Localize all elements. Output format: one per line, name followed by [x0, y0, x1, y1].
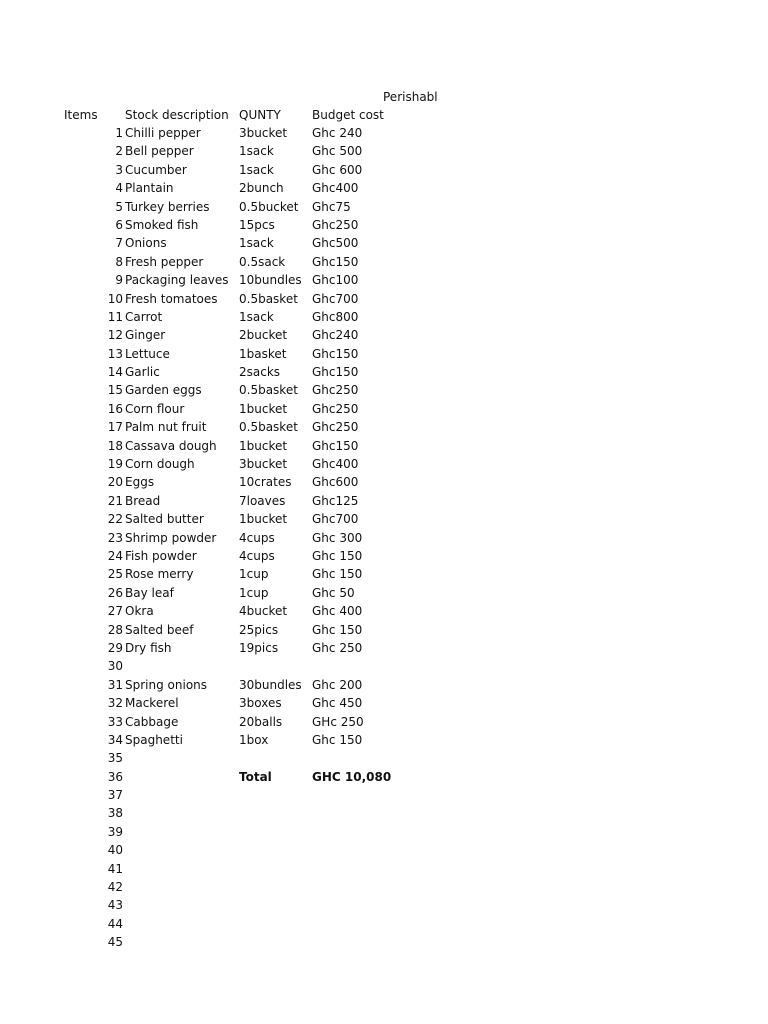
quantity: 1sack [239, 162, 274, 177]
item-number: 8 [115, 254, 123, 269]
item-number: 38 [107, 806, 123, 821]
table-row [0, 216, 768, 234]
item-number: 23 [107, 530, 123, 545]
item-number: 17 [107, 420, 123, 435]
stock-description: Chilli pepper [125, 126, 201, 140]
quantity: 0.5sack [239, 254, 286, 269]
item-number: 24 [107, 548, 123, 563]
quantity: 2bunch [239, 181, 284, 196]
item-number: 43 [107, 898, 123, 913]
stock-table [0, 124, 768, 952]
quantity: 1bucket [239, 438, 288, 453]
quantity: 15pcs [239, 217, 275, 232]
table-row [0, 437, 768, 455]
budget-cost: GHC 10,080 [312, 769, 392, 784]
table-row [0, 786, 768, 804]
budget-cost: Ghc 200 [312, 677, 363, 692]
item-number: 2 [115, 144, 123, 159]
quantity: 0.5basket [239, 291, 298, 306]
table-row [0, 234, 768, 252]
table-row [0, 179, 768, 197]
item-number: 45 [107, 935, 123, 950]
stock-description: Lettuce [125, 346, 170, 361]
item-number: 31 [107, 677, 123, 692]
table-row [0, 492, 768, 510]
stock-description: Smoked fish [125, 217, 199, 232]
quantity: 1sack [239, 309, 274, 324]
quantity: 10bundles [239, 273, 302, 288]
item-number: 34 [107, 732, 123, 747]
stock-description: Garden eggs [125, 383, 202, 398]
item-number: 10 [107, 291, 123, 306]
quantity: 1sack [239, 144, 274, 159]
table-row [0, 547, 768, 565]
table-row [0, 124, 768, 142]
stock-description: Bell pepper [125, 144, 194, 159]
stock-description: Turkey berries [125, 199, 210, 214]
table-row [0, 418, 768, 436]
item-number: 22 [107, 512, 123, 527]
item-number: 40 [107, 843, 123, 858]
item-number: 15 [107, 383, 123, 398]
header-row [0, 106, 768, 124]
quantity: 4cups [239, 548, 275, 563]
quantity: 25pics [239, 622, 279, 637]
item-number: 25 [107, 567, 123, 582]
quantity: 2bucket [239, 328, 288, 343]
table-row [0, 510, 768, 528]
budget-cost: Ghc250 [312, 420, 359, 435]
budget-cost: Ghc700 [312, 291, 359, 306]
table-row [0, 621, 768, 639]
stock-description: Corn dough [125, 457, 195, 472]
budget-cost: Ghc150 [312, 365, 359, 380]
table-row [0, 933, 768, 951]
item-number: 26 [107, 585, 123, 600]
item-number: 27 [107, 604, 123, 619]
budget-cost: GHc 250 [312, 714, 364, 729]
stock-description: Bread [125, 493, 161, 508]
table-row [0, 400, 768, 418]
budget-cost: Ghc75 [312, 199, 351, 214]
item-number: 6 [115, 217, 123, 232]
budget-cost: Ghc 450 [312, 696, 363, 711]
budget-cost: Ghc 240 [312, 126, 363, 140]
table-row [0, 749, 768, 767]
quantity: 20balls [239, 714, 283, 729]
item-number: 4 [115, 181, 123, 196]
quantity: Total [239, 769, 272, 784]
item-number: 28 [107, 622, 123, 637]
stock-description: Salted beef [125, 622, 194, 637]
quantity: 1basket [239, 346, 287, 361]
quantity: 3bucket [239, 457, 288, 472]
stock-description: Dry fish [125, 640, 172, 655]
stock-description: Cassava dough [125, 438, 217, 453]
stock-description: Plantain [125, 181, 174, 196]
budget-cost: Ghc 150 [312, 732, 363, 747]
quantity: 1sack [239, 236, 274, 251]
budget-cost: Ghc400 [312, 181, 359, 196]
table-row [0, 731, 768, 749]
budget-cost: Ghc 300 [312, 530, 363, 545]
table-row [0, 639, 768, 657]
table-row [0, 308, 768, 326]
quantity: 0.5basket [239, 420, 298, 435]
quantity: 19pics [239, 640, 279, 655]
item-number: 39 [107, 824, 123, 839]
table-row [0, 161, 768, 179]
budget-cost: Ghc150 [312, 438, 359, 453]
quantity: 3boxes [239, 696, 282, 711]
quantity: 10crates [239, 475, 292, 490]
stock-description: Fresh tomatoes [125, 291, 218, 306]
budget-cost: Ghc150 [312, 254, 359, 269]
stock-description: Corn flour [125, 401, 185, 416]
table-row [0, 584, 768, 602]
page-title: Perishabl [383, 90, 438, 104]
item-number: 44 [107, 916, 123, 931]
item-number: 14 [107, 365, 123, 380]
stock-description: Rose merry [125, 567, 194, 582]
item-number: 5 [115, 199, 123, 214]
table-row [0, 345, 768, 363]
quantity: 4cups [239, 530, 275, 545]
table-row [0, 326, 768, 344]
quantity: 3bucket [239, 126, 288, 140]
table-row [0, 455, 768, 473]
budget-cost: Ghc240 [312, 328, 359, 343]
stock-description: Bay leaf [125, 585, 174, 600]
quantity: 1cup [239, 585, 269, 600]
table-row [0, 473, 768, 491]
budget-cost: Ghc 150 [312, 567, 363, 582]
item-number: 42 [107, 880, 123, 895]
table-row [0, 878, 768, 896]
budget-cost: Ghc 500 [312, 144, 363, 159]
table-row [0, 713, 768, 731]
item-number: 29 [107, 640, 123, 655]
quantity: 7loaves [239, 493, 286, 508]
budget-cost: Ghc 50 [312, 585, 355, 600]
quantity: 4bucket [239, 604, 288, 619]
stock-description: Onions [125, 236, 167, 251]
budget-cost: Ghc 600 [312, 162, 363, 177]
budget-cost: Ghc250 [312, 217, 359, 232]
quantity: 2sacks [239, 365, 281, 380]
item-number: 9 [115, 273, 123, 288]
stock-description: Salted butter [125, 512, 204, 527]
table-row [0, 694, 768, 712]
item-number: 32 [107, 696, 123, 711]
table-row [0, 657, 768, 675]
stock-description: Fish powder [125, 548, 197, 563]
budget-cost: Ghc500 [312, 236, 359, 251]
stock-description: Cucumber [125, 162, 187, 177]
item-number: 11 [107, 309, 123, 324]
budget-cost: Ghc 250 [312, 640, 363, 655]
table-row [0, 290, 768, 308]
budget-cost: Ghc125 [312, 493, 359, 508]
budget-cost: Ghc800 [312, 309, 359, 324]
stock-description: Eggs [125, 475, 155, 490]
budget-cost: Ghc600 [312, 475, 359, 490]
budget-cost: Ghc250 [312, 383, 359, 398]
header-description: Stock description [125, 108, 229, 122]
budget-cost: Ghc 400 [312, 604, 363, 619]
stock-description: Cabbage [125, 714, 179, 729]
table-row [0, 198, 768, 216]
budget-cost: Ghc250 [312, 401, 359, 416]
item-number: 7 [115, 236, 123, 251]
item-number: 30 [107, 659, 123, 674]
item-number: 19 [107, 457, 123, 472]
quantity: 1bucket [239, 401, 288, 416]
stock-description: Ginger [125, 328, 166, 343]
stock-description: Shrimp powder [125, 530, 217, 545]
table-row [0, 602, 768, 620]
header-cost: Budget cost [312, 108, 384, 122]
header-quantity: QUNTY [239, 108, 281, 122]
table-row [0, 860, 768, 878]
item-number: 33 [107, 714, 123, 729]
table-row [0, 565, 768, 583]
quantity: 0.5basket [239, 383, 298, 398]
stock-description: Palm nut fruit [125, 420, 207, 435]
stock-description: Mackerel [125, 696, 179, 711]
budget-cost: Ghc 150 [312, 548, 363, 563]
table-row [0, 529, 768, 547]
item-number: 3 [115, 162, 123, 177]
stock-description: Garlic [125, 365, 160, 380]
item-number: 13 [107, 346, 123, 361]
budget-cost: Ghc100 [312, 273, 359, 288]
item-number: 1 [115, 126, 123, 140]
quantity: 30bundles [239, 677, 302, 692]
item-number: 41 [107, 861, 123, 876]
table-row [0, 915, 768, 933]
table-row [0, 271, 768, 289]
budget-cost: Ghc400 [312, 457, 359, 472]
stock-description: Spring onions [125, 677, 208, 692]
table-row [0, 823, 768, 841]
item-number: 36 [107, 769, 123, 784]
stock-description: Carrot [125, 309, 163, 324]
table-row [0, 896, 768, 914]
quantity: 1box [239, 732, 269, 747]
stock-description: Okra [125, 604, 154, 619]
item-number: 35 [107, 751, 123, 766]
stock-description: Packaging leaves [125, 273, 229, 288]
item-number: 16 [107, 401, 123, 416]
item-number: 12 [107, 328, 123, 343]
item-number: 18 [107, 438, 123, 453]
table-row [0, 142, 768, 160]
item-number: 20 [107, 475, 123, 490]
item-number: 37 [107, 788, 123, 803]
table-row [0, 676, 768, 694]
budget-cost: Ghc700 [312, 512, 359, 527]
stock-description: Fresh pepper [125, 254, 204, 269]
header-items: Items [64, 108, 98, 122]
table-row [0, 841, 768, 859]
quantity: 1cup [239, 567, 269, 582]
table-row [0, 253, 768, 271]
total-row [0, 768, 768, 786]
table-row [0, 381, 768, 399]
table-row [0, 363, 768, 381]
quantity: 0.5bucket [239, 199, 299, 214]
item-number: 21 [107, 493, 123, 508]
stock-description: Spaghetti [125, 732, 183, 747]
budget-cost: Ghc 150 [312, 622, 363, 637]
table-row [0, 804, 768, 822]
budget-cost: Ghc150 [312, 346, 359, 361]
quantity: 1bucket [239, 512, 288, 527]
